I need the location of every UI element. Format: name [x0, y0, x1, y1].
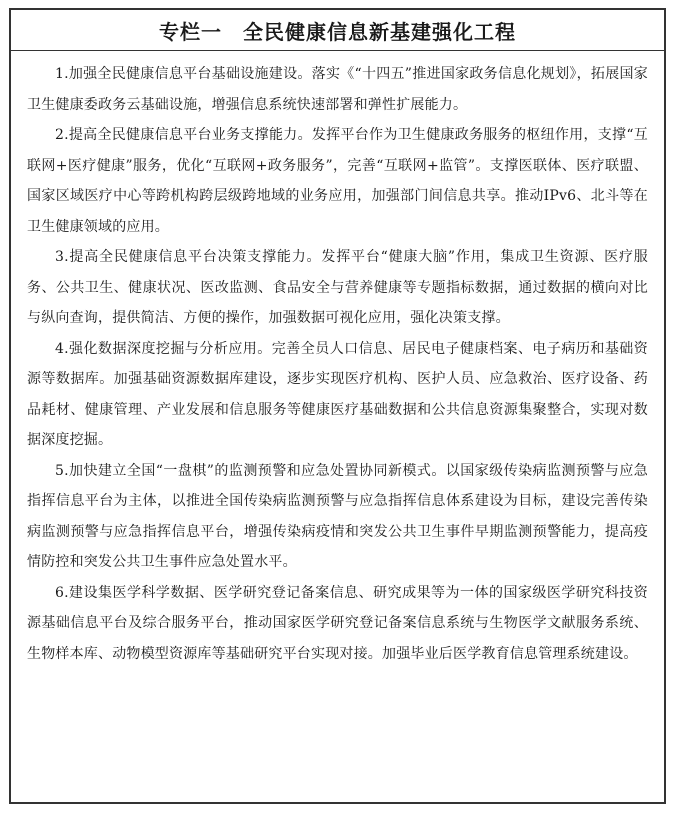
paragraph-2: 2.提高全民健康信息平台业务支撑能力。发挥平台作为卫生健康政务服务的枢纽作用，支撑“互联网+医疗健康”服务，优化“互联网+政务服务”，完善“互联网+监管”。支撑医联体、医疗联盟、国家区域医疗中心等跨机构跨层级跨地域的业务应用，加强部门间信息共享。推动IPv6、北斗等在卫生健康领域的应用。: [27, 127, 648, 235]
column-box: [9, 8, 666, 804]
paragraph-4: 4.强化数据深度挖掘与分析应用。完善全员人口信息、居民电子健康档案、电子病历和基础资源等数据库。加强基础资源数据库建设，逐步实现医疗机构、医护人员、应急救治、医疗设备、药品耗材、健康管理、产业发展和信息服务等健康医疗基础数据和公共信息资源集聚整合，实现对数据深度挖掘。: [27, 340, 648, 448]
column-content: [11, 51, 664, 669]
paragraph-6: 6.建设集医学科学数据、医学研究登记备案信息、研究成果等为一体的国家级医学研究科技资源基础信息平台及综合服务平台，推动国家医学研究登记备案信息系统与生物医学文献服务系统、生物样本库、动物模型资源库等基础研究平台实现对接。加强毕业后医学教育信息管理系统建设。: [27, 584, 648, 662]
paragraph-1: 1.加强全民健康信息平台基础设施建设。落实《“十四五”推进国家政务信息化规划》，拓展国家卫生健康委政务云基础设施，增强信息系统快速部署和弹性扩展能力。: [27, 66, 648, 113]
paragraph-3: 3.提高全民健康信息平台决策支撑能力。发挥平台“健康大脑”作用，集成卫生资源、医疗服务、公共卫生、健康状况、医改监测、食品安全与营养健康等专题指标数据，通过数据的横向对比与纵向查询，提供简洁、方便的操作，加强数据可视化应用，强化决策支撑。: [27, 249, 648, 326]
paragraph-5: 5.加快建立全国“一盘棋”的监测预警和应急处置协同新模式。以国家级传染病监测预警与应急指挥信息平台为主体，以推进全国传染病监测预警与应急指挥信息体系建设为目标，建设完善传染病监测预警与应急指挥信息平台，增强传染病疫情和突发公共卫生事件早期监测预警能力，提高疫情防控和突发公共卫生事件应急处置水平。: [27, 462, 648, 570]
column-title: 专栏一 全民健康信息新基建强化工程: [11, 10, 664, 51]
